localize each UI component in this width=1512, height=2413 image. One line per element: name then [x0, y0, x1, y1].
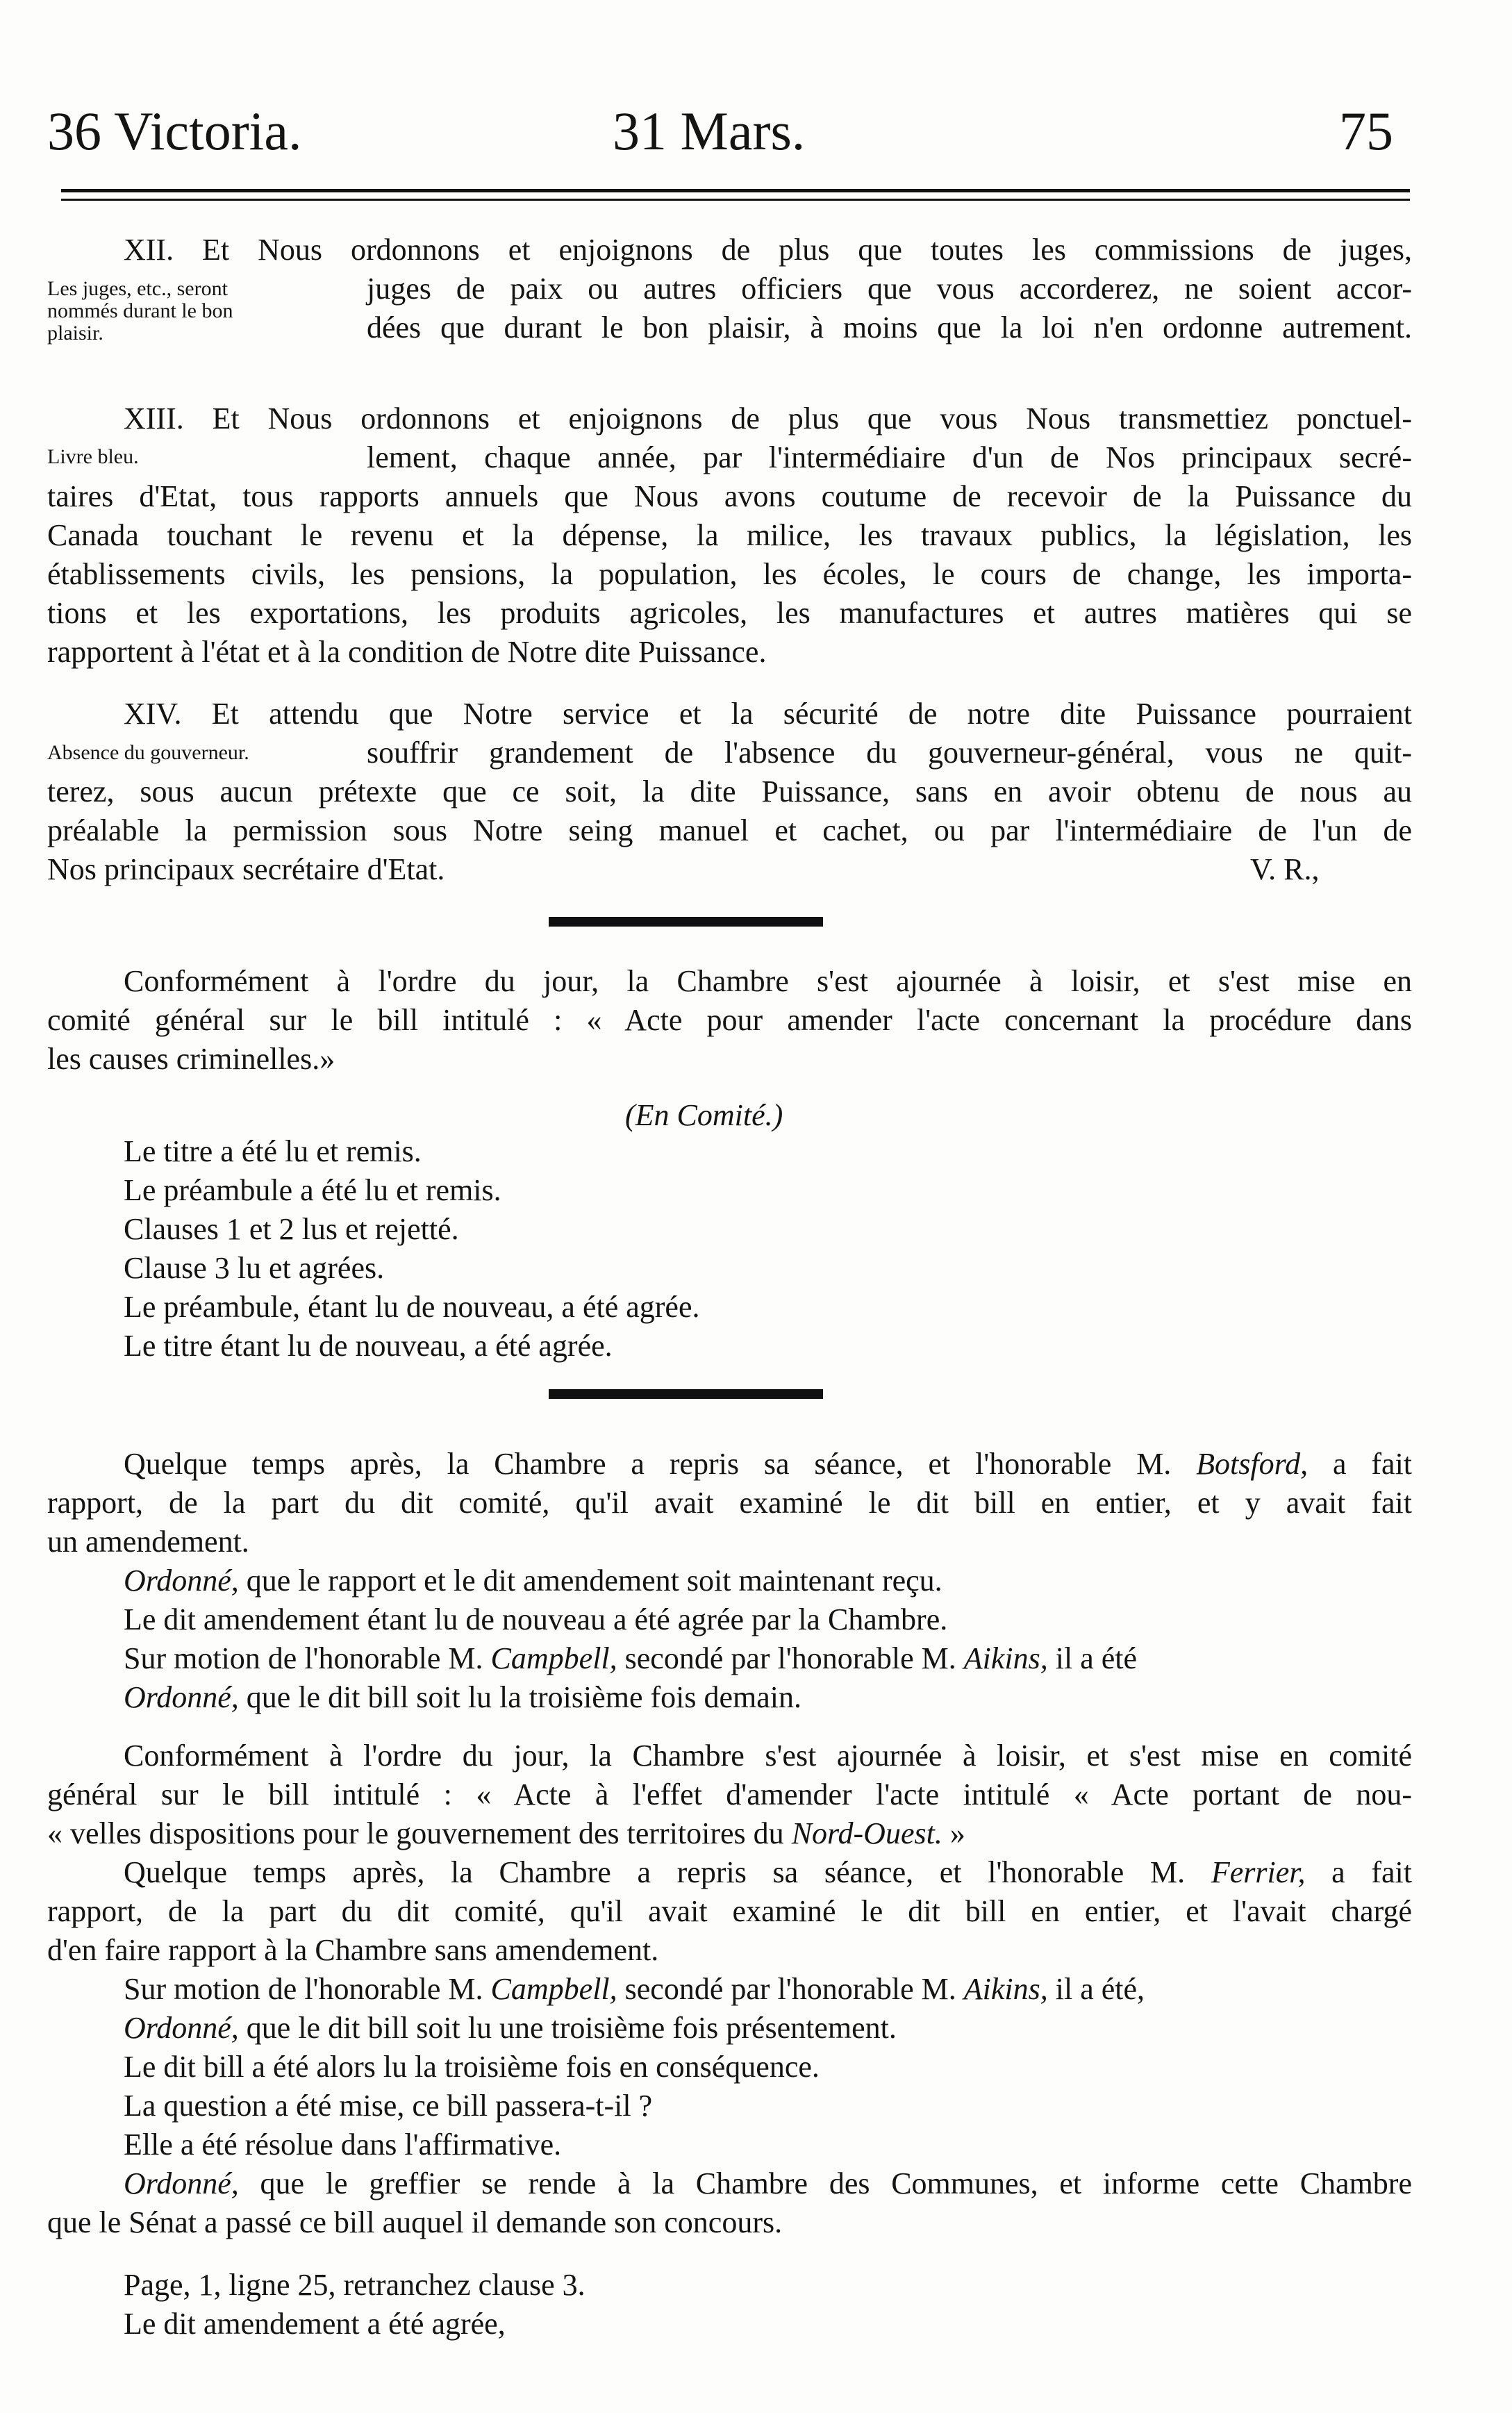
section-xiv-line-1: XIV. Et attendu que Notre service et la sécurité de notre dite Puissance pourraient	[124, 697, 1412, 731]
report1-line-2: rapport, de la part du dit comité, qu'il avait examiné le dit bill en entier, et y avait fait	[47, 1486, 1412, 1520]
section-xiii-line-3: taires d'Etat, tous rapports annuels que Nous avons coutume de recevoir de la Puissance du	[47, 479, 1412, 513]
motion-text-b: secondé par l'honorable M.	[624, 1641, 956, 1675]
comite1-line-3: les causes criminelles.»	[47, 1042, 335, 1076]
comite2-resolved: Elle a été résolue dans l'affirmative.	[124, 2128, 562, 2162]
place-nord-ouest: Nord-Ouest.	[791, 1816, 942, 1850]
section-separator-2	[549, 1389, 823, 1399]
margin-note-juges-2: nommés durant le bon	[47, 299, 233, 322]
comite2-ordonne-2	[124, 2164, 1412, 2203]
section-xiii-line-1: XIII. Et Nous ordonnons et enjoignons de plus que vous Nous transmettiez ponctuel-	[124, 401, 1412, 436]
section-xiii-line-6: tions et les exportations, les produits agricoles, les manufactures et autres matières qui se	[47, 596, 1412, 630]
comite2-ordonne-1	[124, 2009, 1412, 2048]
member-campbell: Campbell,	[490, 1641, 617, 1675]
comite2-report-line-2: rapport, de la part du dit comité, qu'il avait examiné le dit bill en entier, et l'avait chargé	[47, 1894, 1412, 1928]
section-xii-line-1: XII. Et Nous ordonnons et enjoignons de plus que toutes les commissions de juges,	[124, 233, 1412, 267]
comite1-item-3: Clauses 1 et 2 lus et rejetté.	[124, 1212, 459, 1246]
margin-note-livre-bleu: Livre bleu.	[47, 445, 139, 468]
member-aikins: Aikins,	[963, 1641, 1048, 1675]
margin-note-absence: Absence du gouverneur.	[47, 741, 249, 764]
comite1-item-1: Le titre a été lu et remis.	[124, 1134, 422, 1168]
ordonne-text: que le greffier se rende à la Chambre des Communes, et informe cette Chambre	[260, 2166, 1412, 2200]
running-head-date: 31 Mars.	[613, 101, 806, 161]
comite2-report-text: Quelque temps après, la Chambre a repris sa séance, et l'honorable M.	[124, 1855, 1186, 1889]
comite2-line-3-text: « velles dispositions pour le gouvernement des territoires du	[47, 1816, 784, 1850]
comite2-ordonne-2-line-2: que le Sénat a passé ce bill auquel il demande son concours.	[47, 2205, 783, 2239]
report1-ordonne-1	[124, 1561, 1412, 1600]
comite2-line-1: Conformément à l'ordre du jour, la Chambre s'est ajournée à loisir, et s'est mise en comité	[124, 1739, 1412, 1773]
comite2-question: La question a été mise, ce bill passera-t-il ?	[124, 2089, 653, 2123]
ordonne-word: Ordonné,	[124, 1564, 239, 1598]
motion-text-a: Sur motion de l'honorable M.	[124, 1641, 483, 1675]
ordonne-text: que le rapport et le dit amendement soit maintenant reçu.	[246, 1564, 942, 1598]
comite2-third-reading: Le dit bill a été alors lu la troisième fois en conséquence.	[124, 2050, 820, 2084]
report1-motion	[124, 1639, 1346, 1678]
page-number: 75	[1339, 101, 1393, 161]
section-xiii-line-7: rapportent à l'état et à la condition de Notre dite Puissance.	[47, 635, 767, 669]
comite2-report-line-1	[124, 1853, 1412, 1892]
header-rule-top	[61, 189, 1410, 192]
comite2-report-line-3: d'en faire rapport à la Chambre sans amendement.	[47, 1933, 659, 1967]
comite1-line-1: Conformément à l'ordre du jour, la Chambre s'est ajournée à loisir, et s'est mise en	[124, 964, 1412, 998]
motion-text-a: Sur motion de l'honorable M.	[124, 1972, 483, 2006]
motion-text-c: il a été,	[1055, 1972, 1145, 2006]
report1-line-1-text: Quelque temps après, la Chambre a repris sa séance, et l'honorable M.	[124, 1447, 1172, 1481]
comite1-item-2: Le préambule a été lu et remis.	[124, 1173, 501, 1207]
report1-ordonne-2	[124, 1678, 1412, 1717]
ordonne-word: Ordonné,	[124, 2166, 239, 2200]
section-xiii-line-2: lement, chaque année, par l'intermédiaire d'un de Nos principaux secré-	[367, 440, 1412, 474]
motion-text-b: secondé par l'honorable M.	[624, 1972, 956, 2006]
report1-line-1	[124, 1445, 1412, 1484]
comite1-item-5: Le préambule, étant lu de nouveau, a été agrée.	[124, 1290, 700, 1324]
member-aikins: Aikins,	[963, 1972, 1048, 2006]
en-comite-heading: (En Comité.)	[625, 1098, 783, 1132]
section-xii-line-2: juges de paix ou autres officiers que vous accorderez, ne soient accor-	[367, 272, 1412, 306]
comite2-motion	[124, 1970, 1374, 2009]
amendment-page-line: Page, 1, ligne 25, retranchez clause 3.	[124, 2268, 585, 2302]
comite2-line-2: général sur le bill intitulé : « Acte à l'effet d'amender l'acte intitulé « Acte portant de nou-	[47, 1777, 1412, 1811]
comite1-item-6: Le titre étant lu de nouveau, a été agrée.	[124, 1329, 613, 1363]
member-campbell: Campbell,	[490, 1972, 617, 2006]
ordonne-word: Ordonné,	[124, 1680, 239, 1714]
signature-vr: V. R.,	[1250, 852, 1320, 886]
section-xiv-line-2: souffrir grandement de l'absence du gouverneur-général, vous ne quit-	[367, 736, 1412, 770]
section-xiii-line-5: établissements civils, les pensions, la population, les écoles, le cours de change, les importa-	[47, 557, 1412, 591]
amendment-agreed: Le dit amendement a été agrée,	[124, 2307, 506, 2341]
comite2-report-end: a fait	[1331, 1855, 1412, 1889]
section-separator-1	[549, 917, 823, 927]
ordonne-text: que le dit bill soit lu une troisième fois présentement.	[246, 2011, 897, 2045]
ordonne-text: que le dit bill soit lu la troisième fois demain.	[246, 1680, 801, 1714]
member-botsford: Botsford,	[1196, 1447, 1309, 1481]
section-xiv-line-3: terez, sous aucun prétexte que ce soit, la dite Puissance, sans en avoir obtenu de nous au	[47, 774, 1412, 809]
comite1-item-4: Clause 3 lu et agrées.	[124, 1251, 385, 1285]
section-xiv-line-4: préalable la permission sous Notre seing manuel et cachet, ou par l'intermédiaire de l'un de	[47, 813, 1412, 847]
margin-note-juges-3: plaisir.	[47, 322, 103, 345]
comite2-line-3	[47, 1814, 1336, 1853]
section-xii-line-3: dées que durant le bon plaisir, à moins que la loi n'en ordonne autrement.	[367, 310, 1412, 345]
member-ferrier: Ferrier,	[1211, 1855, 1306, 1889]
running-head-session: 36 Victoria.	[47, 101, 302, 161]
ordonne-word: Ordonné,	[124, 2011, 239, 2045]
motion-text-c: il a été	[1055, 1641, 1138, 1675]
header-rule-bottom	[61, 199, 1410, 201]
margin-note-juges-1: Les juges, etc., seront	[47, 277, 228, 300]
comite1-line-2: comité général sur le bill intitulé : « Acte pour amender l'acte concernant la procédure dans	[47, 1003, 1412, 1037]
section-xiv-line-5: Nos principaux secrétaire d'Etat.	[47, 852, 445, 886]
section-xiii-line-4: Canada touchant le revenu et la dépense, la milice, les travaux publics, la législation, les	[47, 518, 1412, 552]
report1-line-3: un amendement.	[47, 1525, 249, 1559]
report1-amendement: Le dit amendement étant lu de nouveau a été agrée par la Chambre.	[124, 1602, 948, 1636]
report1-line-1-end: a fait	[1332, 1447, 1413, 1481]
closing-quote: »	[949, 1816, 965, 1850]
